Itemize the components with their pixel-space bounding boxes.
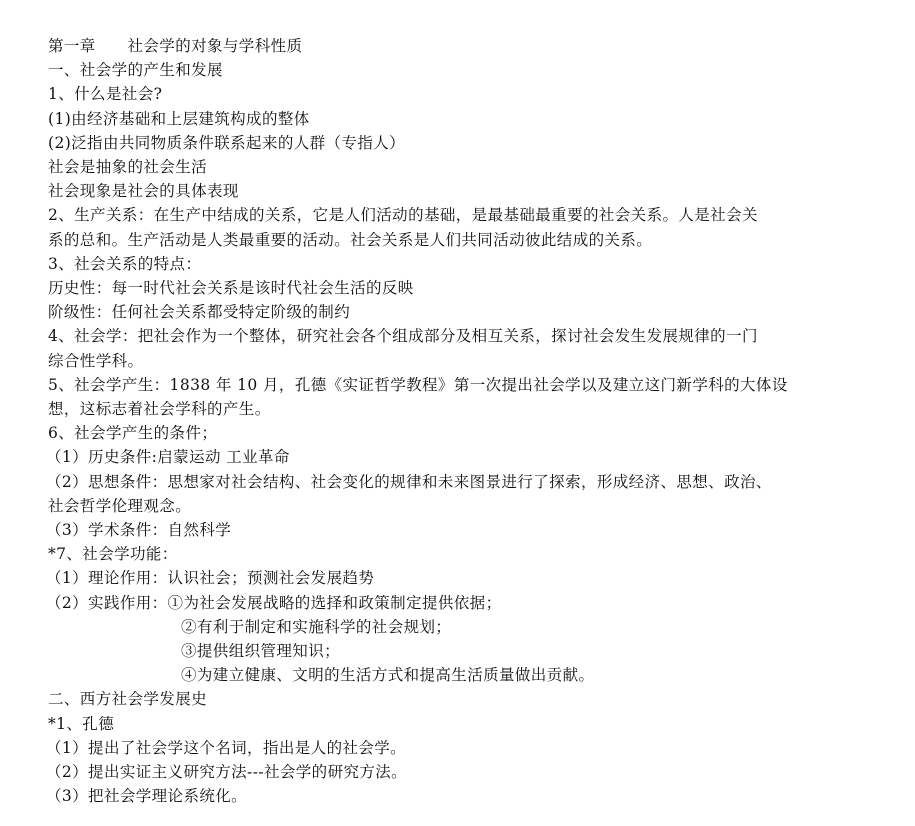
text-line: 社会哲学伦理观念。	[48, 496, 192, 515]
text-line: 系的总和。生产活动是人类最重要的活动。社会关系是人们共同活动彼此结成的关系。	[48, 230, 653, 249]
text-line: (2)泛指由共同物质条件联系起来的人群（专指人）	[48, 133, 406, 152]
text-line: 2、生产关系：在生产中结成的关系，它是人们活动的基础，是最基础最重要的社会关系。人是社会关	[48, 206, 758, 225]
text-line: （3）把社会学理论系统化。	[46, 787, 248, 806]
text-line: （1）提出了社会学这个名词，指出是人的社会学。	[46, 738, 407, 757]
text-line: *1、孔德	[48, 714, 115, 733]
text-line: (1)由经济基础和上层建筑构成的整体	[48, 109, 310, 128]
text-line: （2）提出实证主义研究方法---社会学的研究方法。	[46, 763, 408, 782]
text-line: 阶级性：任何社会关系都受特定阶级的制约	[48, 303, 351, 322]
text-line: 1、什么是社会?	[48, 85, 163, 104]
text-line: ②有利于制定和实施科学的社会规划；	[181, 617, 452, 636]
text-line: 社会现象是社会的具体表现	[48, 182, 239, 201]
chapter-title: 第一章 社会学的对象与学科性质	[48, 37, 303, 55]
text-line: （2）实践作用：①为社会发展战略的选择和政策制定提供依据；	[46, 593, 502, 612]
text-line: 3、社会关系的特点：	[48, 254, 202, 273]
text-line: 综合性学科。	[48, 351, 144, 370]
text-line: 想，这标志着社会学科的产生。	[48, 400, 271, 419]
section-heading: 二、西方社会学发展史	[48, 690, 208, 709]
text-line: 5、社会学产生：1838 年 10 月，孔德《实证哲学教程》第一次提出社会学以及建立这门新学科的大体设	[48, 375, 788, 394]
text-line: 社会是抽象的社会生活	[48, 158, 208, 177]
text-line: *7、社会学功能：	[48, 545, 178, 564]
text-line: ④为建立健康、文明的生活方式和提高生活质量做出贡献。	[181, 666, 595, 685]
text-line: （1）理论作用：认识社会；预测社会发展趋势	[46, 569, 375, 588]
text-line: （3）学术条件：自然科学	[46, 521, 232, 540]
text-line: 历史性：每一时代社会关系是该时代社会生活的反映	[48, 279, 414, 298]
text-line: ③提供组织管理知识；	[181, 642, 341, 661]
section-heading: 一、社会学的产生和发展	[48, 61, 223, 80]
text-line: 6、社会学产生的条件；	[48, 424, 218, 443]
text-line: 4、社会学：把社会作为一个整体，研究社会各个组成部分及相互关系，探讨社会发生发展规律的一门	[48, 327, 758, 346]
text-line: （2）思想条件：思想家对社会结构、社会变化的规律和未来图景进行了探索，形成经济、思想、政治、	[46, 472, 772, 491]
text-line: （1）历史条件:启蒙运动 工业革命	[46, 448, 290, 467]
